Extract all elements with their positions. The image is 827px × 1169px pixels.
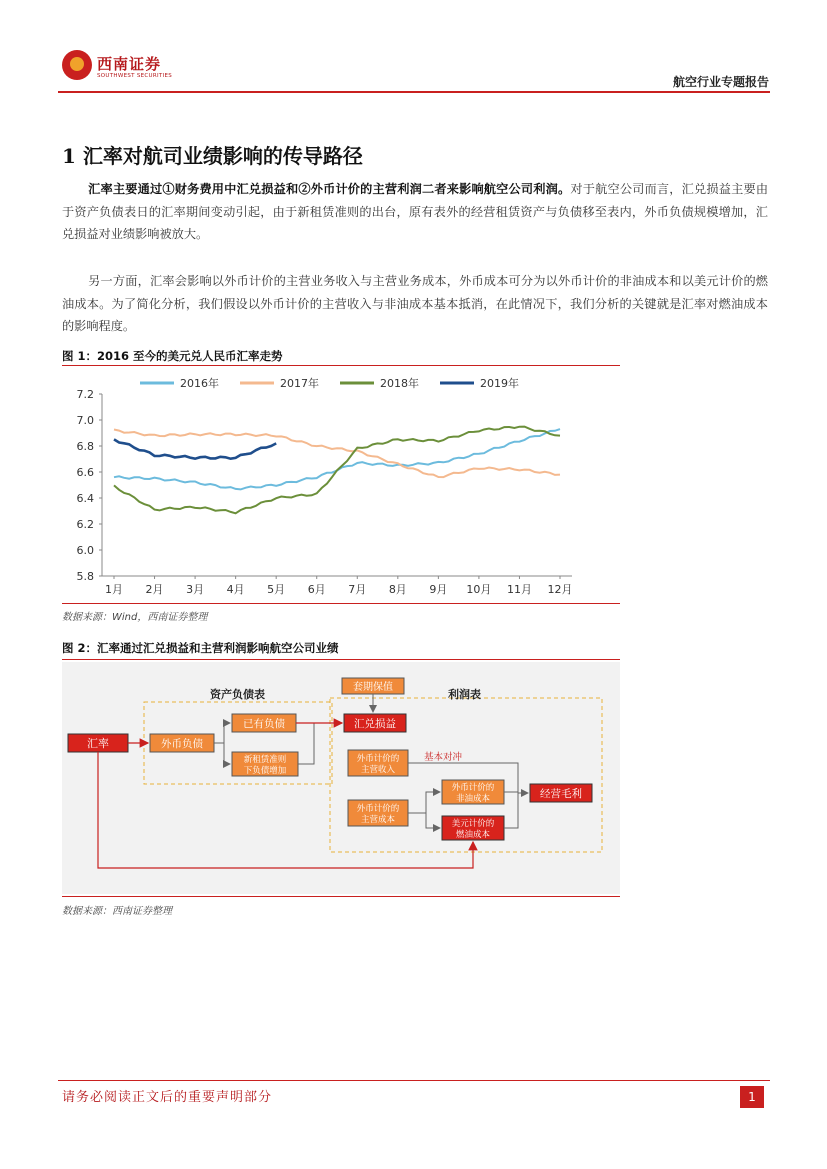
existing-liability-label: 已有负债 xyxy=(243,718,285,730)
x-tick-label: 3月 xyxy=(186,583,205,596)
exchange-rate-chart xyxy=(62,368,620,600)
x-tick-label: 6月 xyxy=(307,583,326,596)
x-tick-label: 8月 xyxy=(388,583,407,596)
fuel-cost-label-1: 美元计价的 xyxy=(451,819,495,829)
logo-text: 西南证券 xyxy=(97,55,162,73)
page-number: 1 xyxy=(740,1086,764,1108)
figure-1-title: 图 1：2016 至今的美元兑人民币汇率走势 xyxy=(62,349,283,363)
fx-liability-label: 外币负债 xyxy=(161,738,203,750)
nonfuel-cost-label-2: 非油成本 xyxy=(455,794,491,804)
logo-icon xyxy=(62,50,92,80)
fx-gain-label: 汇兑损益 xyxy=(354,718,396,730)
x-tick-label: 4月 xyxy=(226,583,245,596)
fx-revenue-label-2: 主营收入 xyxy=(360,765,396,775)
y-tick-label: 5.8 xyxy=(76,570,94,583)
figure-1-bottom-rule xyxy=(62,603,620,604)
y-tick-label: 6.0 xyxy=(76,544,94,557)
series-line-2018年 xyxy=(114,427,560,514)
x-tick-label: 1月 xyxy=(105,583,123,596)
fx-revenue-label-1: 外币计价的 xyxy=(356,754,400,764)
x-tick-label: 9月 xyxy=(429,583,448,596)
figure-2-title: 图 2：汇率通过汇兑损益和主营利润影响航空公司业绩 xyxy=(62,641,339,655)
y-tick-label: 6.4 xyxy=(76,492,94,505)
figure-1-source: 数据来源：Wind，西南证券整理 xyxy=(62,612,208,623)
margin-label: 经营毛利 xyxy=(540,788,582,800)
x-tick-label: 2月 xyxy=(145,583,164,596)
income-statement-label: 利润表 xyxy=(448,688,481,701)
transmission-diagram xyxy=(62,662,620,894)
paragraph-2 xyxy=(62,270,768,338)
rate-label: 汇率 xyxy=(87,737,109,750)
offset-label: 基本对冲 xyxy=(424,752,463,763)
y-tick-label: 6.8 xyxy=(76,440,94,453)
header-divider xyxy=(58,91,770,93)
legend-label: 2019年 xyxy=(480,377,519,390)
y-tick-label: 6.2 xyxy=(76,518,94,531)
series-line-2019年 xyxy=(114,439,276,458)
figure-2-top-rule xyxy=(62,659,620,660)
report-type: 航空行业专题报告 xyxy=(672,75,769,89)
nonfuel-cost-label-1: 外币计价的 xyxy=(451,783,495,793)
new-lease-label-1: 新租赁准则 xyxy=(243,755,287,765)
section-title-text: 汇率对航司业绩影响的传导路径 xyxy=(82,144,363,168)
paragraph-2-text: 另一方面，汇率会影响以外币计价的主营业务收入与主营业务成本，外币成本可分为以外币计价的非油成本和以美元计价的燃油成本。为了简化分析，我们假设以外币计价的主营收入与非油成本基本抵消，在此情况下，我们分析的关键就是汇率对燃油成本的影响程度。 xyxy=(62,274,768,333)
legend-label: 2016年 xyxy=(180,377,219,390)
logo-subtext: SOUTHWEST SECURITIES xyxy=(97,73,173,79)
x-tick-label: 7月 xyxy=(348,583,367,596)
figure-2-bottom-rule xyxy=(62,896,620,897)
disclaimer: 请务必阅读正文后的重要声明部分 xyxy=(62,1090,273,1105)
section-title xyxy=(62,140,363,169)
fuel-cost-label-2: 燃油成本 xyxy=(455,830,491,840)
balance-sheet-label: 资产负债表 xyxy=(210,688,265,701)
figure-1-top-rule xyxy=(62,365,620,366)
new-lease-label-2: 下负债增加 xyxy=(243,766,287,776)
y-tick-label: 6.6 xyxy=(76,466,94,479)
footer-divider xyxy=(58,1080,770,1081)
series-line-2016年 xyxy=(114,429,560,489)
fx-cost-label-2: 主营成本 xyxy=(360,815,396,825)
paragraph-1-rest: 对于航空公司而言，汇兑损益主要由于资产负债表日的汇率期间变动引起，由于新租赁准则的出台，原有表外的经营租赁资产与负债移至表内，外币负债规模增加，汇兑损益对业绩影响被放大。 xyxy=(62,182,769,241)
x-tick-label: 10月 xyxy=(466,583,492,596)
fx-cost-label-1: 外币计价的 xyxy=(356,804,400,814)
x-tick-label: 12月 xyxy=(547,583,573,596)
figure-2-source: 数据来源：西南证券整理 xyxy=(62,906,172,917)
x-tick-label: 11月 xyxy=(506,583,532,596)
y-tick-label: 7.2 xyxy=(76,388,94,401)
legend-label: 2018年 xyxy=(380,377,419,390)
paragraph-1 xyxy=(62,178,768,246)
paragraph-1-bold: 汇率主要通过①财务费用中汇兑损益和②外币计价的主营利润二者来影响航空公司利润。 xyxy=(88,182,571,196)
section-number: 1 xyxy=(62,144,76,168)
y-tick-label: 7.0 xyxy=(76,414,94,427)
legend-label: 2017年 xyxy=(280,377,319,390)
hedge-label: 套期保值 xyxy=(353,682,393,693)
x-tick-label: 5月 xyxy=(267,583,286,596)
